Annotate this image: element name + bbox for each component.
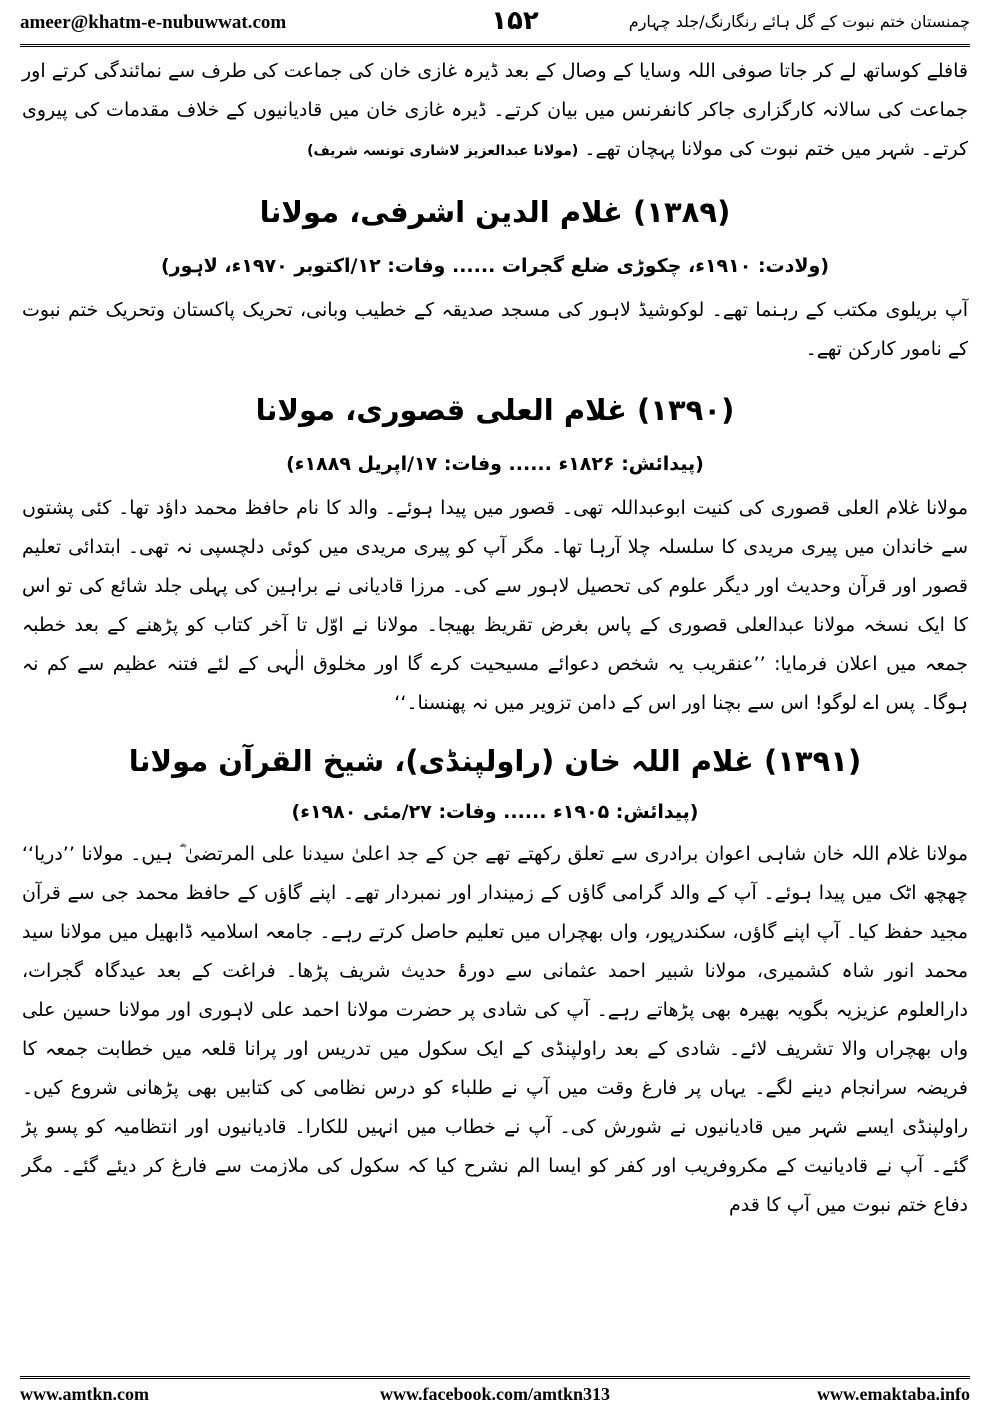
entry-1390 [22,381,968,723]
entry-heading: (۱۳۹۱) غلام اللہ خان (راولپنڈی)، شیخ القرآن مولانا [128,744,862,778]
entry-heading: (۱۳۹۰) غلام العلی قصوری، مولانا [255,393,735,427]
entry-dates: (پیدائش: ۱۸۲۶ء ...... وفات: ۱۷/اپریل ۱۸۸۹ء) [286,453,704,475]
intro-paragraph [22,52,968,171]
entry-1389 [22,183,968,369]
footer-link-facebook[interactable]: www.facebook.com/amtkn313 [380,1384,610,1404]
page-content [22,52,968,1225]
book-title: چمنستان ختم نبوت کے گل ہائے رنگارنگ/جلد چہارم [628,12,970,31]
intro-credit: (مولانا عبدالعزیز لاشاری تونسہ شریف) [307,143,579,159]
header-divider [20,44,970,47]
footer-link-emaktaba[interactable]: www.emaktaba.info [816,1384,970,1404]
footer-divider [20,1376,970,1379]
entry-dates: (پیدائش: ۱۹۰۵ء ...... وفات: ۲۷/مئی ۱۹۸۰ء) [291,801,699,823]
entry-paragraph: مولانا غلام اللہ خان شاہی اعوان برادری سے تعلق رکھتے تھے جن کے جد اعلیٰ سیدنا علی المرتضیٰ ؓ ہیں۔ مولانا ’’دریا‘‘ چھچھ اٹک میں پیدا ہوئے۔ آپ کے والد گرامی گاؤں کے زمیندار اور نمبردار تھے۔ اپنے گاؤں کے حافظ محمد جی سے قرآن مجید حفظ کیا۔ آپ اپنے گاؤں، سکندرپور، واں بھچراں میں تعلیم حاصل کرتے رہے۔ جامعہ اسلامیہ ڈابھیل میں مولانا سید محمد انور شاہ کشمیری، مولانا شبیر احمد عثمانی سے دورۂ حدیث شریف پڑھا۔ فراغت کے بعد عیدگاہ گجرات، دارالعلوم عزیزیہ بگویہ بھیرہ بھی پڑھاتے رہے۔ آپ کی شادی پر حضرت مولانا احمد علی لاہوری اور مولانا حسین علی واں بھچراں والا تشریف لائے۔ شادی کے بعد راولپنڈی کے ایک سکول میں تدریس اور پرانا قلعہ میں خطابت جمعہ کا فریضہ سرانجام دینے لگے۔ یہاں پر فارغ وقت میں آپ نے طلباء کو درس نظامی کی کتابیں بھی پڑھانی شروع کیں۔ راولپنڈی ایسے شہر میں قادیانیوں نے شورش کی۔ آپ نے خطاب میں انہیں للکارا۔ قادیانیوں اور انتظامیہ کو پسو پڑ گئے۔ آپ نے قادیانیت کے مکروفریب اور کفر کو ایسا الم نشرح کیا کہ سکول کی ملازمت سے فارغ کر دیئے گئے۔ مگر دفاع ختم نبوت میں آپ کا قدم [22,843,968,1216]
intro-text: قافلے کوساتھ لے کر جاتا صوفی اللہ وسایا کے وصال کے بعد ڈیرہ غازی خان کی جماعت کی طرف سے نمائندگی کرتے اور جماعت کی سالانہ کارگزاری جاکر کانفرنس میں بیان کرتے۔ ڈیرہ غازی خان میں قادیانیوں کے خلاف مقدمات کی پیروی کرتے۔ شہر میں ختم نبوت کی مولانا پہچان تھے۔ [22,60,968,160]
header-email: ameer@khatm-e-nubuwwat.com [20,12,287,33]
entry-dates: (ولادت: ۱۹۱۰ء، چکوڑی ضلع گجرات ...... وفات: ۱۲/اکتوبر ۱۹۷۰ء، لاہور) [160,255,830,277]
entry-heading: (۱۳۸۹) غلام الدین اشرفی، مولانا [259,195,731,229]
entry-1391 [22,733,968,1225]
entry-paragraph: آپ بریلوی مکتب کے رہنما تھے۔ لوکوشیڈ لاہور کی مسجد صدیقہ کے خطیب وبانی، تحریک پاکستان وتحریک ختم نبوت کے نامور کارکن تھے۔ [22,299,968,360]
page-footer [20,1384,970,1414]
page-number: ۱۵۲ [491,6,539,36]
page-header [20,6,970,40]
footer-link-amtkn[interactable]: www.amtkn.com [20,1384,149,1404]
entry-paragraph: مولانا غلام العلی قصوری کی کنیت ابوعبداللہ تھی۔ قصور میں پیدا ہوئے۔ والد کا نام حافظ محمد داؤد تھا۔ کئی پشتوں سے خاندان میں پیری مریدی کا سلسلہ چلا آرہا تھا۔ مگر آپ کو پیری مریدی میں کوئی دلچسپی نہ تھی۔ ابتدائی تعلیم قصور اور قرآن وحدیث اور دیگر علوم کی تحصیل لاہور سے کی۔ مرزا قادیانی نے براہین کی پہلی جلد شائع کی تو اس کا ایک نسخہ مولانا عبدالعلی قصوری کے پاس بغرض تقریظ بھیجا۔ مولانا نے اوّل تا آخر کتاب کو پڑھنے کے بعد خطبہ جمعہ میں اعلان فرمایا: ’’عنقریب یہ شخص دعوائے مسیحیت کرے گا اور مخلوق الٰہی کے لئے فتنہ عظیم سے کم نہ ہوگا۔ پس اے لوگو! اس سے بچنا اور اس کے دامن تزویر میں نہ پھنسنا۔‘‘ [22,497,968,714]
